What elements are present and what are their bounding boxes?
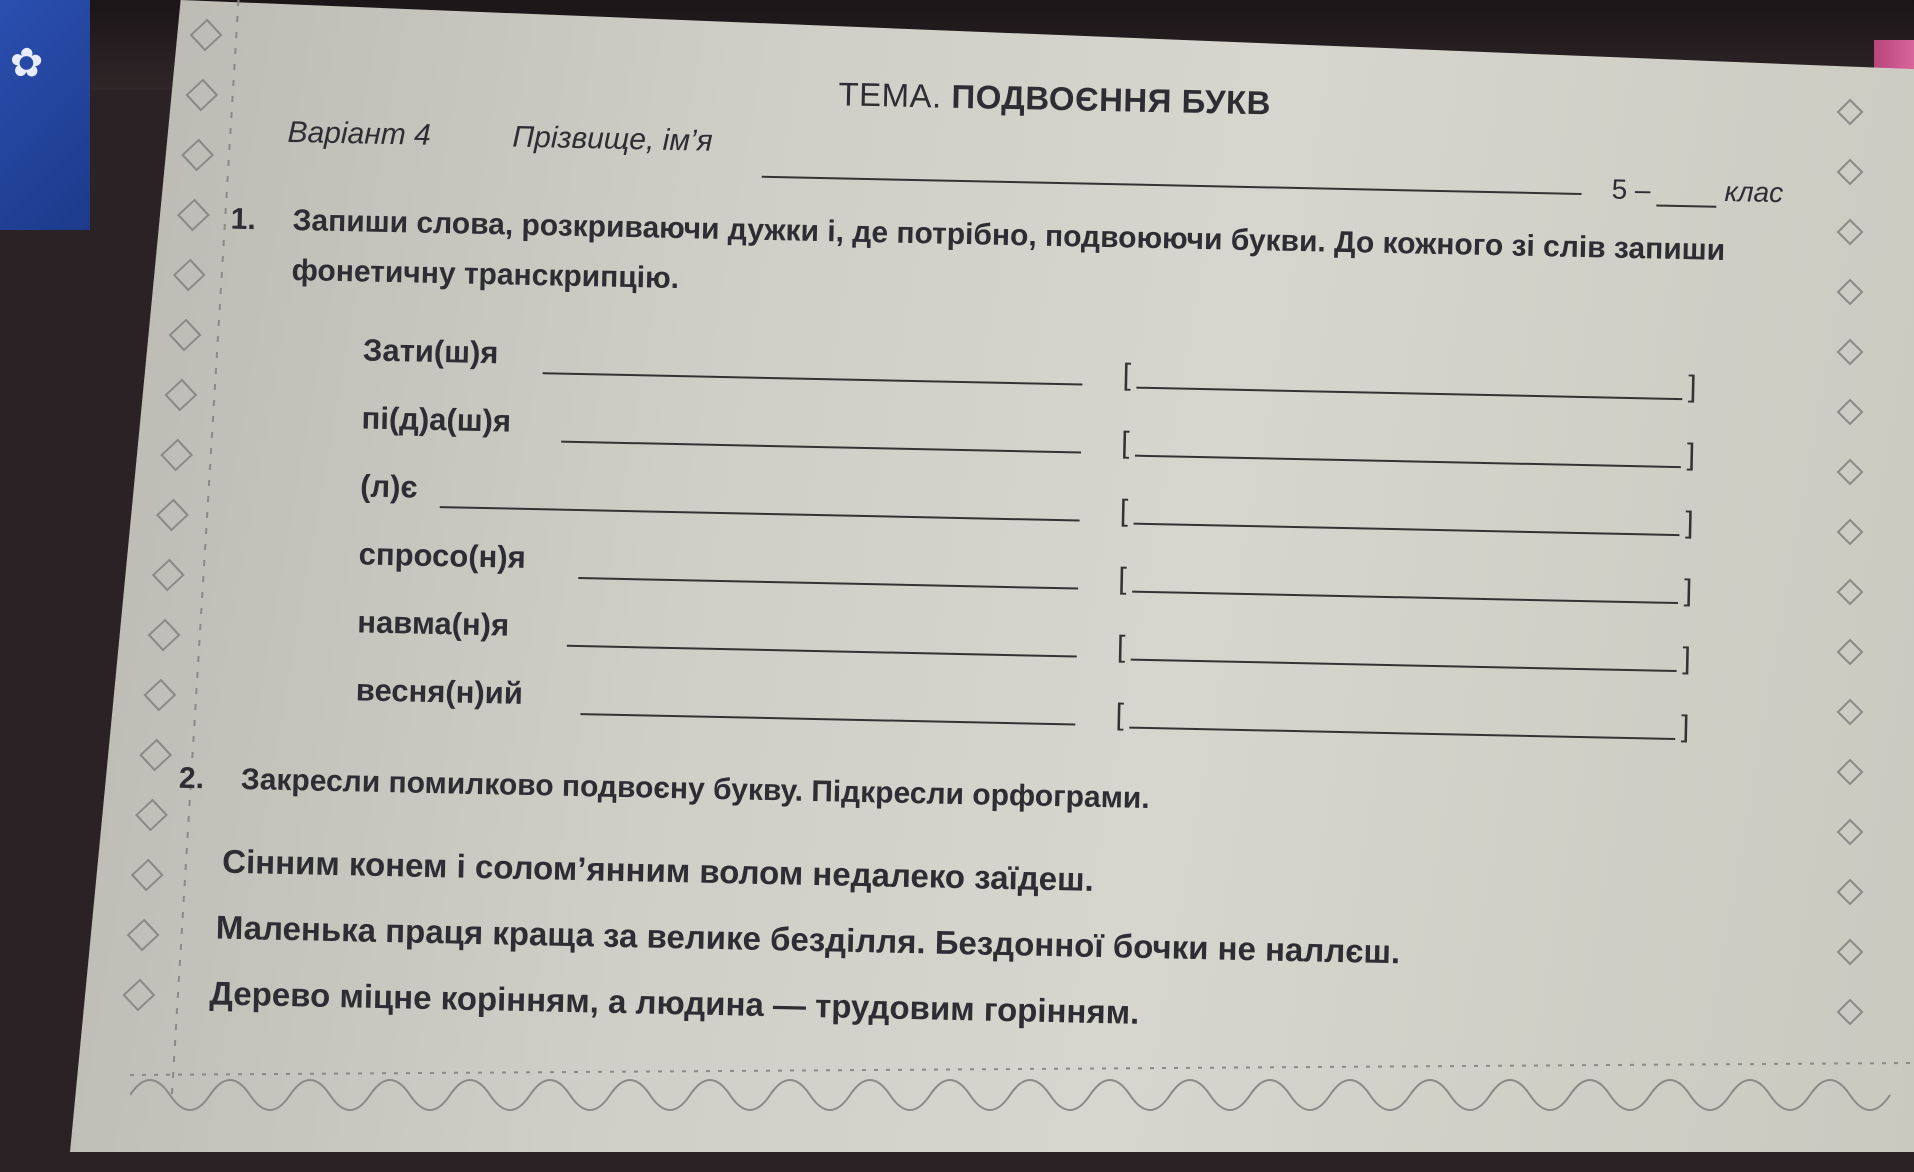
surname-label: Прізвище, ім’я: [512, 120, 713, 158]
word-row: [362, 332, 1783, 412]
class-prefix: 5 –: [1611, 173, 1651, 206]
word-label: Зати(ш)я: [362, 332, 499, 371]
transcription-field[interactable]: [1119, 494, 1695, 540]
task-2: [178, 754, 1780, 816]
bracket-close: ]: [1680, 710, 1690, 744]
word-row: [357, 604, 1778, 684]
proverb-line: Дерево міцне корінням, а людина — трудовим горінням.: [209, 974, 1140, 1031]
bracket-open: [: [1118, 562, 1128, 596]
transcription-line[interactable]: [1135, 455, 1681, 468]
topic-title: ПОДВОЄННЯ БУКВ: [951, 77, 1272, 122]
bracket-close: ]: [1682, 642, 1692, 676]
answer-line[interactable]: [440, 506, 1080, 521]
card-mark-icon: ✿: [0, 39, 54, 87]
transcription-field[interactable]: [1115, 698, 1690, 744]
word-label: пі(д)а(ш)я: [361, 400, 512, 439]
answer-line[interactable]: [561, 441, 1081, 454]
answer-line[interactable]: [543, 372, 1083, 385]
surname-field[interactable]: [762, 176, 1582, 195]
proverb-line: Сінним конем і солом’янним волом недалеко заїдеш.: [221, 842, 1095, 898]
task-1-instruction: Запиши слова, розкриваючи дужки і, де потрібно, подвоюючи букви. До кожного зі слів запиши фонетичну транскрипцію.: [291, 203, 1726, 296]
bracket-close: ]: [1684, 506, 1695, 540]
transcription-field[interactable]: [1122, 358, 1697, 404]
bracket-close: ]: [1686, 438, 1696, 472]
proverb-line: Маленька праця краща за велике безділля. Бездонної бочки не наллєш.: [215, 908, 1401, 971]
word-row: [359, 468, 1780, 548]
variant-label: Варіант 4: [287, 115, 432, 152]
transcription-line[interactable]: [1136, 387, 1682, 400]
transcription-line[interactable]: [1134, 523, 1680, 536]
word-row: [361, 400, 1782, 480]
word-row: [358, 536, 1779, 616]
transcription-field[interactable]: [1120, 426, 1696, 472]
topic-prefix: ТЕМА.: [838, 75, 943, 115]
task-2-number: 2.: [178, 761, 205, 796]
word-label: (л)є: [359, 468, 418, 505]
answer-line[interactable]: [567, 645, 1077, 658]
transcription-field[interactable]: [1118, 562, 1693, 608]
bracket-close: ]: [1687, 370, 1697, 404]
task-2-instruction: Закресли помилково подвоєну букву. Підкресли орфограми.: [240, 763, 1150, 816]
transcription-field[interactable]: [1116, 630, 1692, 676]
transcription-line[interactable]: [1129, 727, 1675, 740]
bracket-open: [: [1122, 358, 1132, 392]
word-label: навма(н)я: [356, 604, 510, 643]
class-field[interactable]: [1656, 205, 1716, 208]
bracket-open: [: [1116, 630, 1126, 664]
bracket-open: [: [1120, 426, 1130, 460]
bracket-open: [: [1119, 494, 1129, 528]
word-row: [355, 672, 1776, 752]
transcription-line[interactable]: [1131, 659, 1677, 672]
answer-line[interactable]: [578, 577, 1078, 589]
bracket-close: ]: [1683, 574, 1693, 608]
task-1: [230, 195, 1811, 296]
word-label: весня(н)ий: [355, 672, 524, 711]
page-title: [838, 75, 1271, 122]
word-label: спросо(н)я: [358, 536, 527, 575]
transcription-line[interactable]: [1132, 591, 1678, 604]
class-label: клас: [1724, 175, 1784, 209]
bracket-open: [: [1115, 698, 1125, 732]
answer-line[interactable]: [580, 713, 1075, 725]
task-1-number: 1.: [230, 202, 257, 237]
